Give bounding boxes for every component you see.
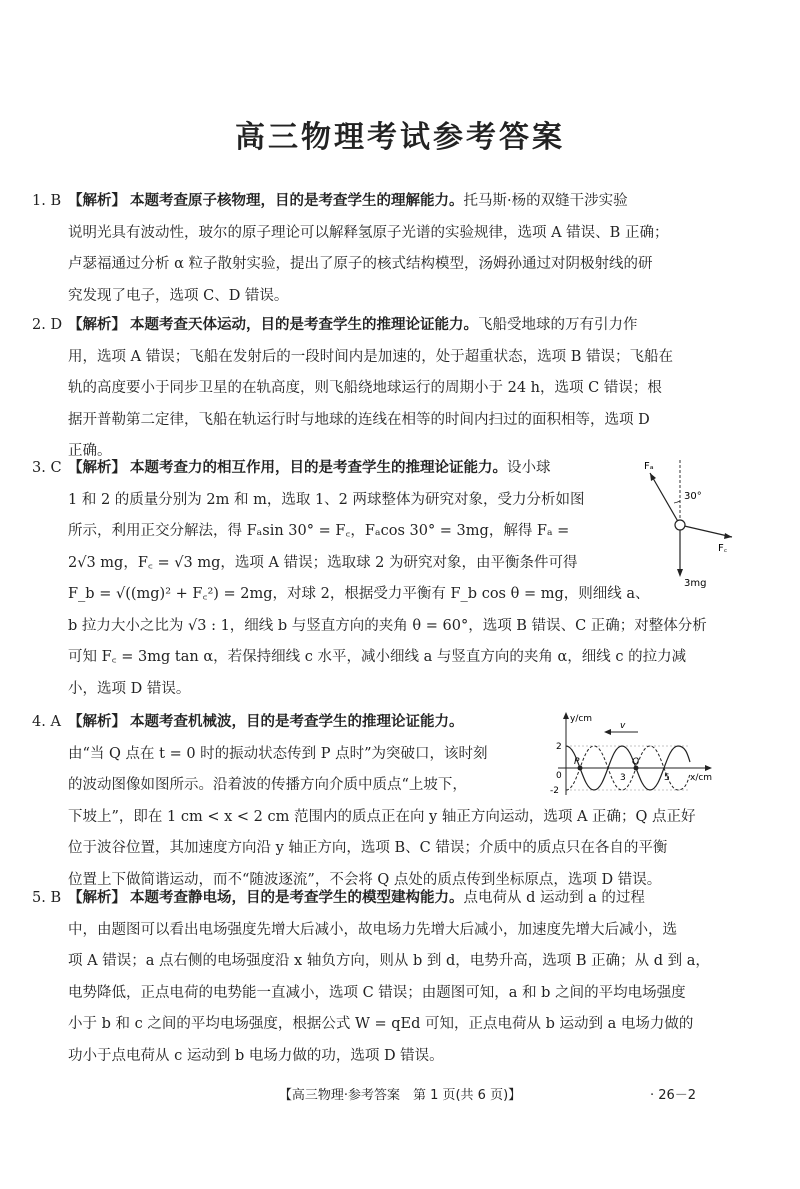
answer-text: 中，由题图可以看出电场强度先增大后减小，故电场力先增大后减小，加速度先增大后减小，选 [68,921,677,938]
fc-label: F꜀ [718,543,728,554]
y-tick-bottom: -2 [550,786,559,796]
weight-label: 3mg [684,578,707,589]
answer-text: 可知 F꜀ = 3mg tan α，若保持细线 c 水平，减小细线 a 与竖直方向的夹角 α，细线 c 的拉力减 [68,649,687,665]
answer-text: F_b = √((mg)² + F꜀²) = 2mg，对球 2，根据受力平衡有 F_b cos θ = mg，则细线 a、 [68,586,650,602]
answer-text: 项 A 错误；a 点右侧的电场强度沿 x 轴负方向，则从 b 到 d，电势升高，选项 B 正确；从 d 到 a， [68,953,710,969]
page-code: · 26－2 [650,1088,697,1103]
answer-text: 卢瑟福通过分析 α 粒子散射实验，提出了原子的核式结构模型，汤姆孙通过对阴极射线的研 [68,256,653,272]
x-axis-label: x/cm [690,773,713,783]
answer-5-first-line [32,883,728,915]
answer-heading: 本题考查静电场，目的是考查学生的模型建构能力。 [130,890,464,906]
answer-heading: 本题考查原子核物理，目的是考查学生的理解能力。 [130,193,464,209]
force-diagram [640,455,750,590]
answer-text: 点电荷从 d 运动到 a 的过程 [463,890,645,906]
force-fa-arrow [650,473,680,525]
answer-text: 设小球 [507,460,551,476]
answer-text: 2√3 mg，F꜀ = √3 mg，选项 A 错误；选取球 2 为研究对象，由平衡条件可得 [68,554,578,571]
answer-1 [32,186,728,312]
fc-arrowhead [724,533,732,539]
answer-heading: 本题考查力的相互作用，目的是考查学生的推理论证能力。 [130,460,507,476]
ball-node [675,520,685,530]
answer-number: 3. C [32,460,62,476]
answer-text: 正确。 [68,443,112,459]
answer-text: 据开普勒第二定律，飞船在轨运行时与地球的连线在相等的时间内扫过的面积相等，选项 D [68,411,650,428]
answer-number: 2. D [32,317,63,333]
page-footer: 【高三物理·参考答案 第 1 页(共 6 页)】 [278,1088,522,1103]
answer-text: 由“当 Q 点在 t = 0 时的振动状态传到 P 点时”为突破口，该时刻 [68,745,488,762]
analysis-tag: 【解析】 [68,317,126,333]
answer-text: 下坡上”，即在 1 cm < x < 2 cm 范围内的质点正在向 y 轴正方向运动，选项 A 正确；Q 点正好 [68,808,696,825]
x-tick-5: 5 [664,773,670,783]
analysis-tag: 【解析】 [68,890,126,906]
answer-2-first-line [32,310,728,342]
answer-number: 4. A [32,714,61,730]
answer-text: 位置上下做简谐运动，而不“随波逐流”，不会将 Q 点处的质点传到坐标原点，选项 D 错误。 [68,871,662,888]
answer-text: 小，选项 D 错误。 [68,680,191,697]
answer-text: 1 和 2 的质量分别为 2m 和 m，选取 1、2 两球整体为研究对象，受力分析如图 [68,491,585,508]
y-tick-top: 2 [556,742,562,752]
analysis-tag: 【解析】 [68,714,126,730]
fa-label: Fₐ [644,461,654,472]
velocity-arrowhead [604,729,611,735]
angle-arc [674,501,680,503]
answer-3-first-line [32,453,588,485]
answer-text: 用，选项 A 错误；飞船在发射后的一段时间内是加速的，处于超重状态，选项 B 错误；飞船在 [68,348,674,365]
answer-heading: 本题考查天体运动，目的是考查学生的推理论证能力。 [130,317,478,333]
answer-text: 所示，利用正交分解法，得 Fₐsin 30° = F꜀，Fₐcos 30° = 3mg，解得 Fₐ = [68,523,570,539]
answer-text: 小于 b 和 c 之间的平均电场强度，根据公式 W = qEd 可知，正点电荷从 b 运动到 a 电场力做的 [68,1016,694,1032]
answer-text: 说明光具有波动性，玻尔的原子理论可以解释氢原子光谱的实验规律，选项 A 错误、B 正确； [68,224,669,241]
page-title: 高三物理考试参考答案 [235,120,565,155]
answer-text: 飞船受地球的万有引力作 [478,317,638,333]
y-axis-arrowhead [563,712,569,719]
velocity-label: v [620,721,626,731]
x-tick-3: 3 [620,773,626,783]
force-fc-arrow [680,525,732,537]
answer-text: 轨的高度要小于同步卫星的在轨高度，则飞船绕地球运行的周期小于 24 h，选项 C 错误；根 [68,380,662,396]
answer-text: 的波动图像如图所示。沿着波的传播方向介质中质点“上坡下， [68,777,467,793]
answer-heading: 本题考查机械波，目的是考查学生的推理论证能力。 [130,714,464,730]
answer-text: 位于波谷位置，其加速度方向沿 y 轴正方向，选项 B、C 错误；介质中的质点只在各自的平衡 [68,840,668,856]
point-p-label: P [574,757,580,767]
answer-4-first-line [32,707,548,739]
analysis-tag: 【解析】 [68,193,126,209]
answer-text: 究发现了电子，选项 C、D 错误。 [68,287,289,304]
origin-label: 0 [556,771,562,781]
answer-5 [32,883,728,1072]
y-axis-label: y/cm [570,714,593,724]
fa-arrowhead [650,473,656,481]
answer-1-first-line [32,186,728,218]
wave-graph [548,710,718,800]
answer-text: 电势降低，正点电荷的电势能一直减小，选项 C 错误；由题图可知，a 和 b 之间的平均电场强度 [68,984,686,1001]
weight-arrowhead [677,569,683,577]
answer-text: 功小于点电荷从 c 运动到 b 电场力做的功，选项 D 错误。 [68,1047,444,1064]
x-axis-arrowhead [705,765,712,771]
point-q-label: Q [632,757,640,767]
answer-number: 1. B [32,193,62,209]
analysis-tag: 【解析】 [68,460,126,476]
answer-number: 5. B [32,890,62,906]
angle-label: 30° [684,491,702,502]
answer-text: 托马斯·杨的双缝干涉实验 [463,193,628,209]
answer-text: b 拉力大小之比为 √3 : 1，细线 b 与竖直方向的夹角 θ = 60°，选项 B 错误、C 正确；对整体分析 [68,617,707,634]
answer-3 [32,453,707,705]
